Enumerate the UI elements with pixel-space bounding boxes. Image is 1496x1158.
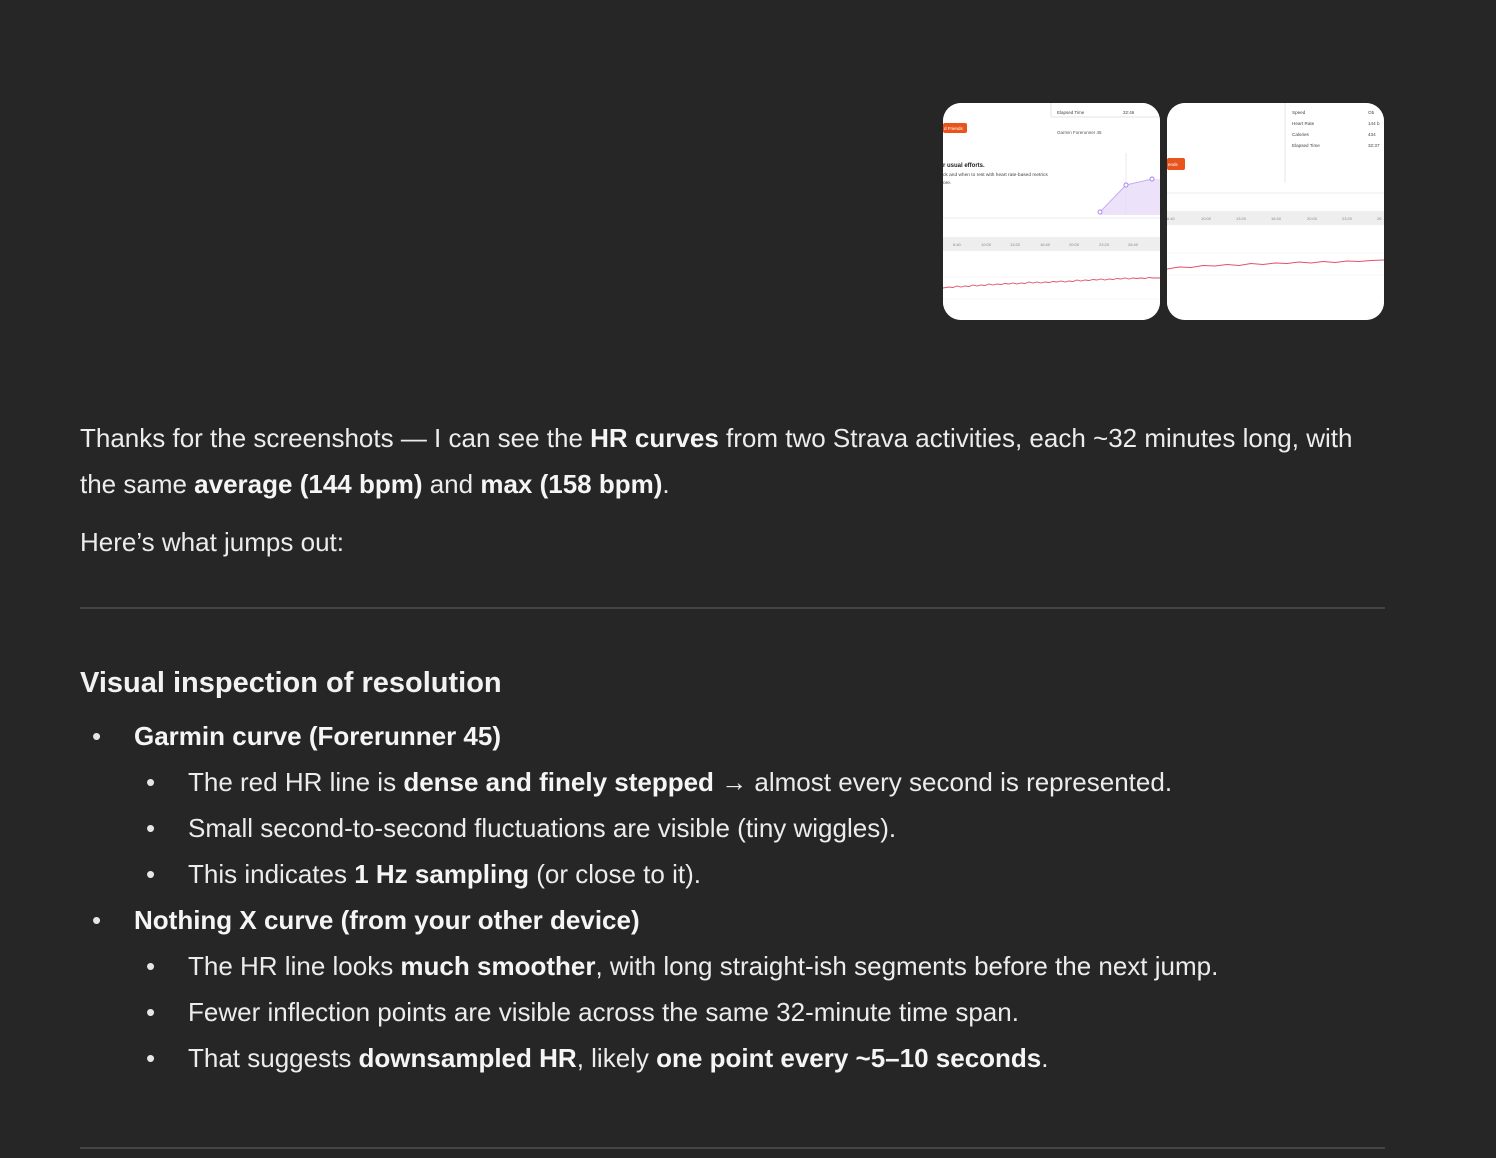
axis-tick: 10:00: [1201, 216, 1212, 221]
divider: [80, 1147, 1385, 1149]
axis-tick: 6:40: [953, 242, 961, 247]
axis-tick: 26:40: [1128, 242, 1139, 247]
list-item: • Fewer inflection points are visible across the same 32-minute time span.: [80, 989, 1385, 1035]
stat-value-elapsed: 32:37: [1368, 143, 1380, 148]
axis-tick: 23:20: [1099, 242, 1110, 247]
hr-curves-emphasis: HR curves: [590, 423, 719, 453]
stat-value-speed: Ob: [1368, 110, 1375, 115]
stat-value-elapsed: 32:46: [1123, 110, 1135, 115]
axis-tick: 13:20: [1236, 216, 1247, 221]
stat-value-hr: 144 b: [1368, 121, 1380, 126]
axis-tick: 26: [1377, 216, 1382, 221]
stat-label-elapsed: Elapsed Time: [1292, 143, 1320, 148]
stat-value-calories: 434: [1368, 132, 1376, 137]
average-emphasis: average (144 bpm): [194, 469, 423, 499]
list-item-garmin: • Garmin curve (Forerunner 45): [80, 713, 1385, 759]
list-item: • This indicates 1 Hz sampling (or close to it).: [80, 851, 1385, 897]
list-item: • The HR line looks much smoother, with long straight-ish segments before the next jump.: [80, 943, 1385, 989]
add-friends-button: d Friends: [944, 126, 963, 131]
axis-tick: 23:20: [1342, 216, 1353, 221]
axis-tick: 10:00: [981, 242, 992, 247]
promo-title: r usual efforts.: [943, 163, 985, 169]
list-item-nothing: • Nothing X curve (from your other device): [80, 897, 1385, 943]
stat-label-elapsed: Elapsed Time: [1057, 110, 1085, 115]
bullet-list: [80, 713, 1385, 1081]
max-emphasis: max (158 bpm): [480, 469, 663, 499]
axis-tick: 20:00: [1069, 242, 1080, 247]
attachment-thumbnail-garmin[interactable]: [943, 103, 1160, 320]
stat-label-speed: Speed: [1292, 110, 1306, 115]
axis-tick: 16:40: [1271, 216, 1282, 221]
stat-label-calories: Calories: [1292, 132, 1309, 137]
axis-tick: 6:40: [1167, 216, 1175, 221]
list-item: • The red HR line is dense and finely stepped → almost every second is represented.: [80, 759, 1385, 805]
intro-paragraph: Thanks for the screenshots — I can see the HR curves from two Strava activities, each ~32 minutes long, with the same average (144 bpm) and max (158 bpm).: [80, 423, 1353, 499]
axis-tick: 16:40: [1040, 242, 1051, 247]
promo-text: ck and when to rest with heart rate-based metrics: [943, 173, 1048, 178]
divider: [80, 607, 1385, 609]
add-friends-button: ends: [1168, 162, 1178, 167]
nothing-screenshot-preview: [1167, 103, 1384, 320]
attachment-thumbnail-nothing[interactable]: [1167, 103, 1384, 320]
garmin-screenshot-preview: [943, 103, 1160, 320]
promo-text-2: ore.: [943, 181, 952, 186]
image-attachments: [943, 103, 1384, 320]
list-item: • That suggests downsampled HR, likely one point every ~5–10 seconds.: [80, 1035, 1385, 1081]
list-item: • Small second-to-second fluctuations are visible (tiny wiggles).: [80, 805, 1385, 851]
lead-paragraph: Here’s what jumps out:: [80, 527, 344, 557]
axis-tick: 20:00: [1307, 216, 1318, 221]
assistant-message: [80, 415, 1385, 1081]
stat-label-hr: Heart Rate: [1292, 121, 1315, 126]
axis-tick: 13:20: [1010, 242, 1021, 247]
device-name: Garmin Forerunner 45: [1057, 130, 1102, 135]
section-heading: Visual inspection of resolution: [80, 667, 502, 699]
